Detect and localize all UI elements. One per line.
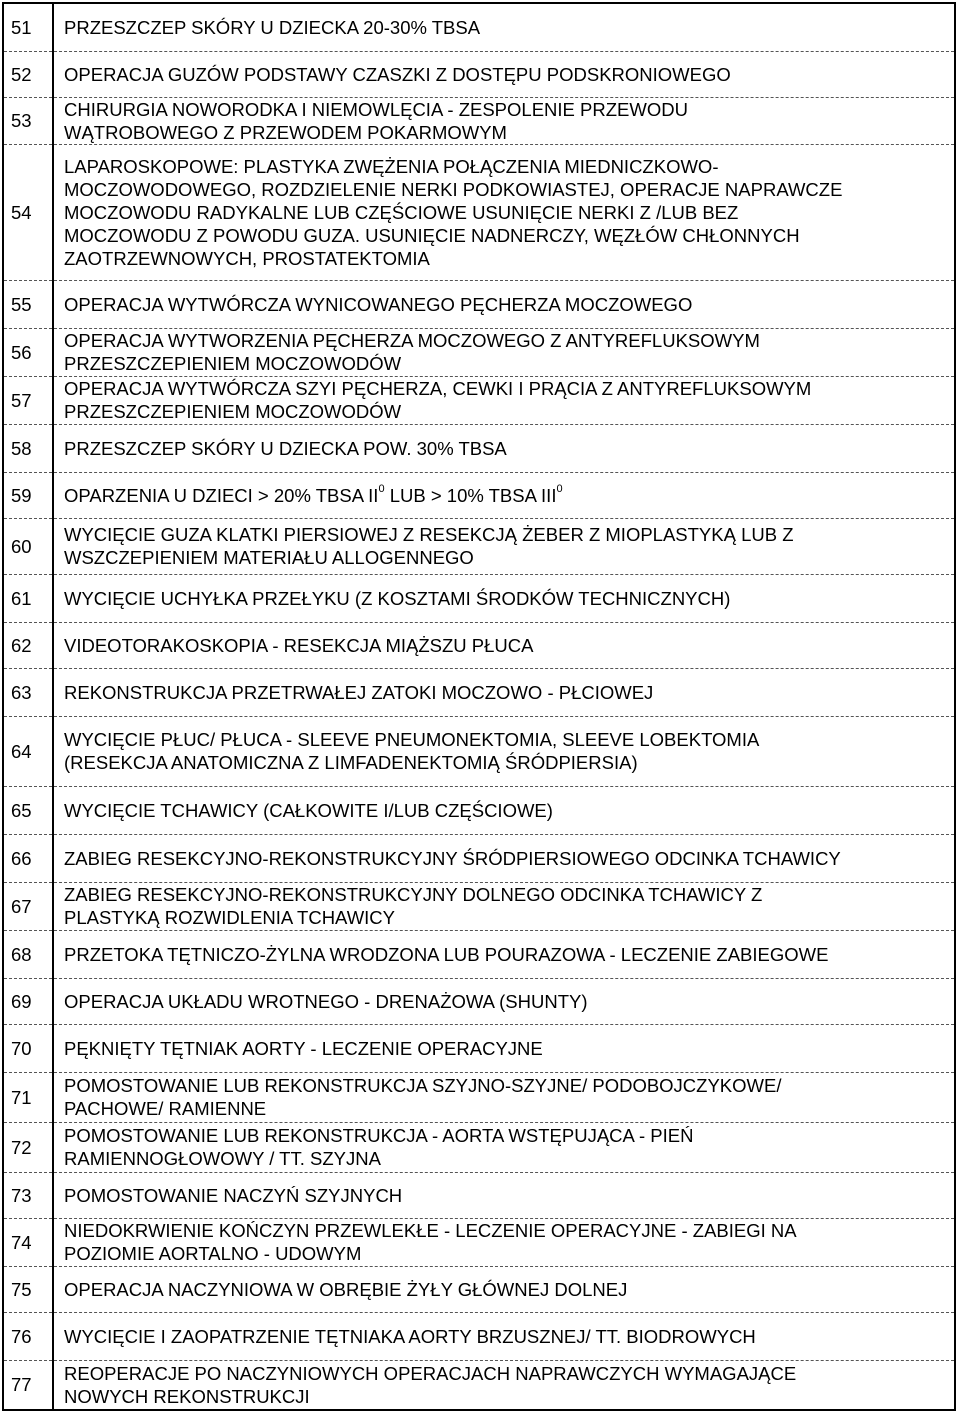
procedure-line: NOWYCH REKONSTRUKCJI [64, 1385, 310, 1407]
row-number: 75 [3, 1266, 53, 1312]
procedure-name [53, 1122, 955, 1172]
table-row [3, 1172, 955, 1218]
procedure-name [53, 376, 955, 424]
table-row [3, 3, 955, 51]
procedure-name [53, 97, 955, 144]
row-number: 74 [3, 1218, 53, 1266]
procedure-name [53, 518, 955, 574]
procedure-name [53, 834, 955, 882]
procedure-line: MOCZOWODU RADYKALNE LUB CZĘŚCIOWE USUNIĘCIE NERKI Z /LUB BEZ [64, 201, 739, 223]
row-number: 70 [3, 1024, 53, 1072]
row-number: 72 [3, 1122, 53, 1172]
row-number: 56 [3, 328, 53, 376]
procedure-line: REOPERACJE PO NACZYNIOWYCH OPERACJACH NAPRAWCZYCH WYMAGAJĄCE [64, 1362, 797, 1384]
table-row [3, 1024, 955, 1072]
procedure-line: PRZESZCZEPIENIEM MOCZOWODÓW [64, 401, 402, 422]
row-number: 58 [3, 424, 53, 472]
procedure-name [53, 1172, 955, 1218]
procedure-line: OPERACJA UKŁADU WROTNEGO - DRENAŻOWA (SHUNTY) [64, 990, 588, 1012]
procedure-line: WYCIĘCIE UCHYŁKA PRZEŁYKU (Z KOSZTAMI ŚRODKÓW TECHNICZNYCH) [64, 587, 731, 609]
row-number: 57 [3, 376, 53, 424]
procedure-name [53, 51, 955, 97]
procedure-name [53, 1072, 955, 1122]
procedure-line: PRZESZCZEPIENIEM MOCZOWODÓW [64, 353, 402, 374]
procedure-name [53, 144, 955, 280]
procedure-name [53, 574, 955, 622]
table-row [3, 1360, 955, 1410]
table-row [3, 144, 955, 280]
row-number: 76 [3, 1312, 53, 1360]
table-row [3, 280, 955, 328]
text-segment: OPARZENIA U DZIECI > 20% TBSA II [64, 484, 379, 506]
procedure-name [53, 3, 955, 51]
procedure-line: OPERACJA GUZÓW PODSTAWY CZASZKI Z DOSTĘPU PODSKRONIOWEGO [64, 63, 731, 85]
procedure-line: LAPAROSKOPOWE: PLASTYKA ZWĘŻENIA POŁĄCZENIA MIEDNICZKOWO- [64, 155, 719, 177]
table-row [3, 376, 955, 424]
degree-superscript: 0 [378, 483, 385, 496]
procedure-line: PACHOWE/ RAMIENNE [64, 1098, 267, 1119]
procedure-line: PLASTYKĄ ROZWIDLENIA TCHAWICY [64, 907, 396, 928]
procedure-name [53, 1312, 955, 1360]
procedure-line: OPERACJA NACZYNIOWA W OBRĘBIE ŻYŁY GŁÓWNEJ DOLNEJ [64, 1278, 628, 1300]
procedure-name [53, 472, 955, 518]
procedure-line: POMOSTOWANIE LUB REKONSTRUKCJA SZYJNO-SZYJNE/ PODOBOJCZYKOWE/ [64, 1075, 782, 1096]
degree-superscript: 0 [556, 483, 563, 496]
row-number: 65 [3, 786, 53, 834]
procedure-line: PĘKNIĘTY TĘTNIAK AORTY - LECZENIE OPERACYJNE [64, 1037, 543, 1059]
row-number: 67 [3, 882, 53, 930]
table-row [3, 1072, 955, 1122]
table-row [3, 51, 955, 97]
table-row [3, 668, 955, 716]
table-row [3, 978, 955, 1024]
table-row [3, 1218, 955, 1266]
procedure-line: PRZESZCZEP SKÓRY U DZIECKA POW. 30% TBSA [64, 437, 507, 459]
row-number: 59 [3, 472, 53, 518]
row-number: 71 [3, 1072, 53, 1122]
procedure-line: OPERACJA WYTWÓRCZA SZYI PĘCHERZA, CEWKI I PRĄCIA Z ANTYREFLUKSOWYM [64, 378, 812, 399]
procedure-line: WSZCZEPIENIEM MATERIAŁU ALLOGENNEGO [64, 547, 474, 568]
row-number: 64 [3, 716, 53, 786]
procedure-name [53, 1024, 955, 1072]
table-row [3, 786, 955, 834]
procedure-name [53, 716, 955, 786]
table-row [3, 518, 955, 574]
procedures-table [2, 2, 956, 1411]
procedure-line: WYCIĘCIE PŁUC/ PŁUCA - SLEEVE PNEUMONEKTOMIA, SLEEVE LOBEKTOMIA [64, 729, 760, 750]
procedure-line: VIDEOTORAKOSKOPIA - RESEKCJA MIĄŻSZU PŁUCA [64, 634, 534, 656]
procedure-name [53, 1218, 955, 1266]
table-row [3, 1312, 955, 1360]
row-number: 73 [3, 1172, 53, 1218]
procedure-line: (RESEKCJA ANATOMICZNA Z LIMFADENEKTOMIĄ ŚRÓDPIERSIA) [64, 752, 638, 773]
procedure-line: ZABIEG RESEKCYJNO-REKONSTRUKCYJNY ŚRÓDPIERSIOWEGO ODCINKA TCHAWICY [64, 847, 841, 869]
procedure-line: CHIRURGIA NOWORODKA I NIEMOWLĘCIA - ZESPOLENIE PRZEWODU [64, 98, 688, 120]
row-number: 66 [3, 834, 53, 882]
row-number: 51 [3, 3, 53, 51]
table-row [3, 930, 955, 978]
table-row [3, 716, 955, 786]
procedure-line: ZAOTRZEWNOWYCH, PROSTATEKTOMIA [64, 247, 430, 269]
table-row [3, 574, 955, 622]
procedure-line: MOCZOWODU Z POWODU GUZA. USUNIĘCIE NADNERCZY, WĘZŁÓW CHŁONNYCH [64, 224, 800, 246]
row-number: 68 [3, 930, 53, 978]
procedure-line: MOCZOWODOWEGO, ROZDZIELENIE NERKI PODKOWIASTEJ, OPERACJE NAPRAWCZE [64, 178, 843, 200]
procedure-line: PRZETOKA TĘTNICZO-ŻYLNA WRODZONA LUB POURAZOWA - LECZENIE ZABIEGOWE [64, 943, 829, 965]
procedure-name [53, 622, 955, 668]
table-row [3, 97, 955, 144]
table-row [3, 328, 955, 376]
procedure-line: OPERACJA WYTWÓRCZA WYNICOWANEGO PĘCHERZA MOCZOWEGO [64, 293, 693, 315]
row-number: 61 [3, 574, 53, 622]
procedure-line: PRZESZCZEP SKÓRY U DZIECKA 20-30% TBSA [64, 16, 481, 38]
procedure-line: OPERACJA WYTWORZENIA PĘCHERZA MOCZOWEGO Z ANTYREFLUKSOWYM [64, 330, 760, 351]
procedure-line: ZABIEG RESEKCYJNO-REKONSTRUKCYJNY DOLNEGO ODCINKA TCHAWICY Z [64, 884, 763, 905]
table-row [3, 472, 955, 518]
row-number: 60 [3, 518, 53, 574]
procedure-name [53, 786, 955, 834]
table-row [3, 882, 955, 930]
procedure-name [53, 424, 955, 472]
procedure-line: WYCIĘCIE TCHAWICY (CAŁKOWITE I/LUB CZĘŚCIOWE) [64, 799, 553, 821]
procedure-line: POMOSTOWANIE NACZYŃ SZYJNYCH [64, 1184, 403, 1206]
table-row [3, 1122, 955, 1172]
table-row [3, 1266, 955, 1312]
row-number: 62 [3, 622, 53, 668]
procedure-name [53, 1266, 955, 1312]
table-row [3, 622, 955, 668]
procedure-name [53, 668, 955, 716]
procedure-line: REKONSTRUKCJA PRZETRWAŁEJ ZATOKI MOCZOWO - PŁCIOWEJ [64, 681, 654, 703]
procedure-line: WYCIĘCIE I ZAOPATRZENIE TĘTNIAKA AORTY BRZUSZNEJ/ TT. BIODROWYCH [64, 1325, 756, 1347]
row-number: 55 [3, 280, 53, 328]
procedure-line: POMOSTOWANIE LUB REKONSTRUKCJA - AORTA WSTĘPUJĄCA - PIEŃ [64, 1125, 694, 1146]
row-number: 54 [3, 144, 53, 280]
row-number: 69 [3, 978, 53, 1024]
procedure-name [53, 978, 955, 1024]
procedure-line: RAMIENNOGŁOWOWY / TT. SZYJNA [64, 1148, 381, 1169]
procedure-name [53, 328, 955, 376]
row-number: 77 [3, 1360, 53, 1410]
procedure-name [53, 1360, 955, 1410]
procedure-name [53, 280, 955, 328]
table-row [3, 424, 955, 472]
row-number: 53 [3, 97, 53, 144]
procedure-line: WYCIĘCIE GUZA KLATKI PIERSIOWEJ Z RESEKCJĄ ŻEBER Z MIOPLASTYKĄ LUB Z [64, 524, 794, 545]
table-row [3, 834, 955, 882]
row-number: 52 [3, 51, 53, 97]
procedure-name [53, 882, 955, 930]
procedure-line: POZIOMIE AORTALNO - UDOWYM [64, 1243, 362, 1264]
row-number: 63 [3, 668, 53, 716]
procedure-line: NIEDOKRWIENIE KOŃCZYN PRZEWLEKŁE - LECZENIE OPERACYJNE - ZABIEGI NA [64, 1220, 797, 1241]
procedure-line: WĄTROBOWEGO Z PRZEWODEM POKARMOWYM [64, 121, 507, 143]
procedure-name [53, 930, 955, 978]
text-segment: LUB > 10% TBSA III [384, 484, 557, 506]
